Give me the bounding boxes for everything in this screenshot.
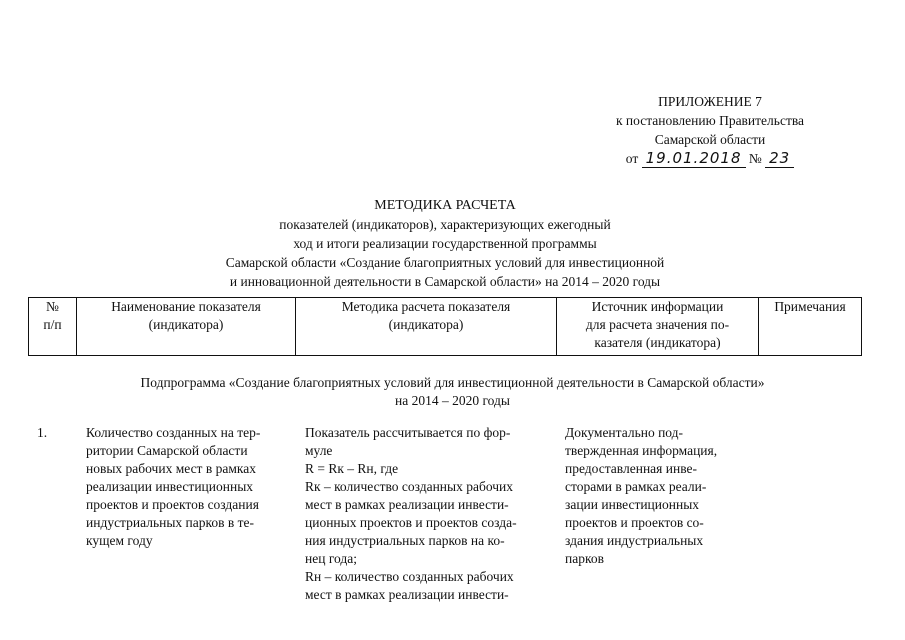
appendix-date-line xyxy=(560,149,860,168)
handwritten-number: 23 xyxy=(765,149,794,168)
title-line-2: ход и итоги реализации государственной программы xyxy=(293,236,597,251)
subprogram-line-1: Подпрограмма «Создание благоприятных условий для инвестиционной деятельности в Самарской области» xyxy=(140,375,765,390)
row-1-method-line: ционных проектов и проектов созда- xyxy=(305,515,517,530)
row-1-source-line: твержденная информация, xyxy=(565,443,718,458)
header-method-line-1: Методика расчета показателя xyxy=(341,299,511,314)
handwritten-date: 19.01.2018 xyxy=(642,149,746,168)
row-1-name-line: проектов и проектов создания xyxy=(86,497,259,512)
row-1-indicator-name xyxy=(86,424,291,550)
appendix-line-2: Самарской области xyxy=(654,132,766,147)
header-name xyxy=(77,298,296,356)
row-1-formula: R = Rк – Rн, где xyxy=(305,461,399,476)
row-1-calculation-method xyxy=(305,424,555,604)
header-note xyxy=(759,298,862,356)
row-1-source-line: зации инвестиционных xyxy=(565,497,700,512)
row-1-source-line: сторами в рамках реали- xyxy=(565,479,707,494)
row-1-information-source xyxy=(565,424,760,568)
row-1-method-line: Показатель рассчитывается по фор- xyxy=(305,425,511,440)
row-1-method-line: мест в рамках реализации инвести- xyxy=(305,497,509,512)
number-prefix: № xyxy=(748,151,762,166)
row-1-name-line: индустриальных парков в те- xyxy=(86,515,254,530)
header-num xyxy=(29,298,77,356)
date-prefix: от xyxy=(625,151,639,166)
row-1-method-line: Rн – количество созданных рабочих xyxy=(305,569,514,584)
appendix-block xyxy=(560,92,860,168)
row-1-source-line: здания индустриальных xyxy=(565,533,704,548)
header-name-line-2: (индикатора) xyxy=(148,317,224,332)
header-source-line-2: для расчета значения по- xyxy=(585,317,730,332)
subprogram-heading xyxy=(60,374,845,410)
indicator-table-header xyxy=(28,297,862,356)
row-1-name-line: новых рабочих мест в рамках xyxy=(86,461,256,476)
header-num-line-2: п/п xyxy=(43,317,62,332)
table-header-row xyxy=(29,298,862,356)
document-title: МЕТОДИКА РАСЧЕТА xyxy=(374,198,516,213)
header-method xyxy=(296,298,557,356)
title-line-3: Самарской области «Создание благоприятных условий для инвестиционной xyxy=(225,255,665,270)
title-line-4: и инновационной деятельности в Самарской области» на 2014 – 2020 годы xyxy=(229,274,661,289)
row-1-name-line: кущем году xyxy=(86,533,153,548)
title-line-1: показателей (индикаторов), характеризующих ежегодный xyxy=(279,217,611,232)
header-name-line-1: Наименование показателя xyxy=(111,299,261,314)
row-1-name-line: Количество созданных на тер- xyxy=(86,425,261,440)
row-1-name-line: реализации инвестиционных xyxy=(86,479,254,494)
row-1-method-line: Rк – количество созданных рабочих xyxy=(305,479,513,494)
row-1-source-line: парков xyxy=(565,551,604,566)
header-method-line-2: (индикатора) xyxy=(388,317,464,332)
header-num-line-1: № xyxy=(46,299,59,314)
header-source xyxy=(557,298,759,356)
row-1-method-line: муле xyxy=(305,443,333,458)
row-1-source-line: Документально под- xyxy=(565,425,684,440)
header-source-line-1: Источник информации xyxy=(591,299,724,314)
subprogram-line-2: на 2014 – 2020 годы xyxy=(395,393,510,408)
row-1-method-line: нец года; xyxy=(305,551,357,566)
row-1-method-line: ния индустриальных парков на ко- xyxy=(305,533,505,548)
row-1-name-line: ритории Самарской области xyxy=(86,443,248,458)
appendix-line-1: к постановлению Правительства xyxy=(615,113,805,128)
row-1-source-line: предоставленная инве- xyxy=(565,461,697,476)
row-1-number: 1. xyxy=(37,425,48,440)
appendix-title: ПРИЛОЖЕНИЕ 7 xyxy=(658,94,762,109)
document-title-block xyxy=(150,196,740,291)
header-note-line-1: Примечания xyxy=(774,299,846,314)
row-1-source-line: проектов и проектов со- xyxy=(565,515,704,530)
header-source-line-3: казателя (индикатора) xyxy=(594,335,721,350)
row-1-method-line: мест в рамках реализации инвести- xyxy=(305,587,509,602)
